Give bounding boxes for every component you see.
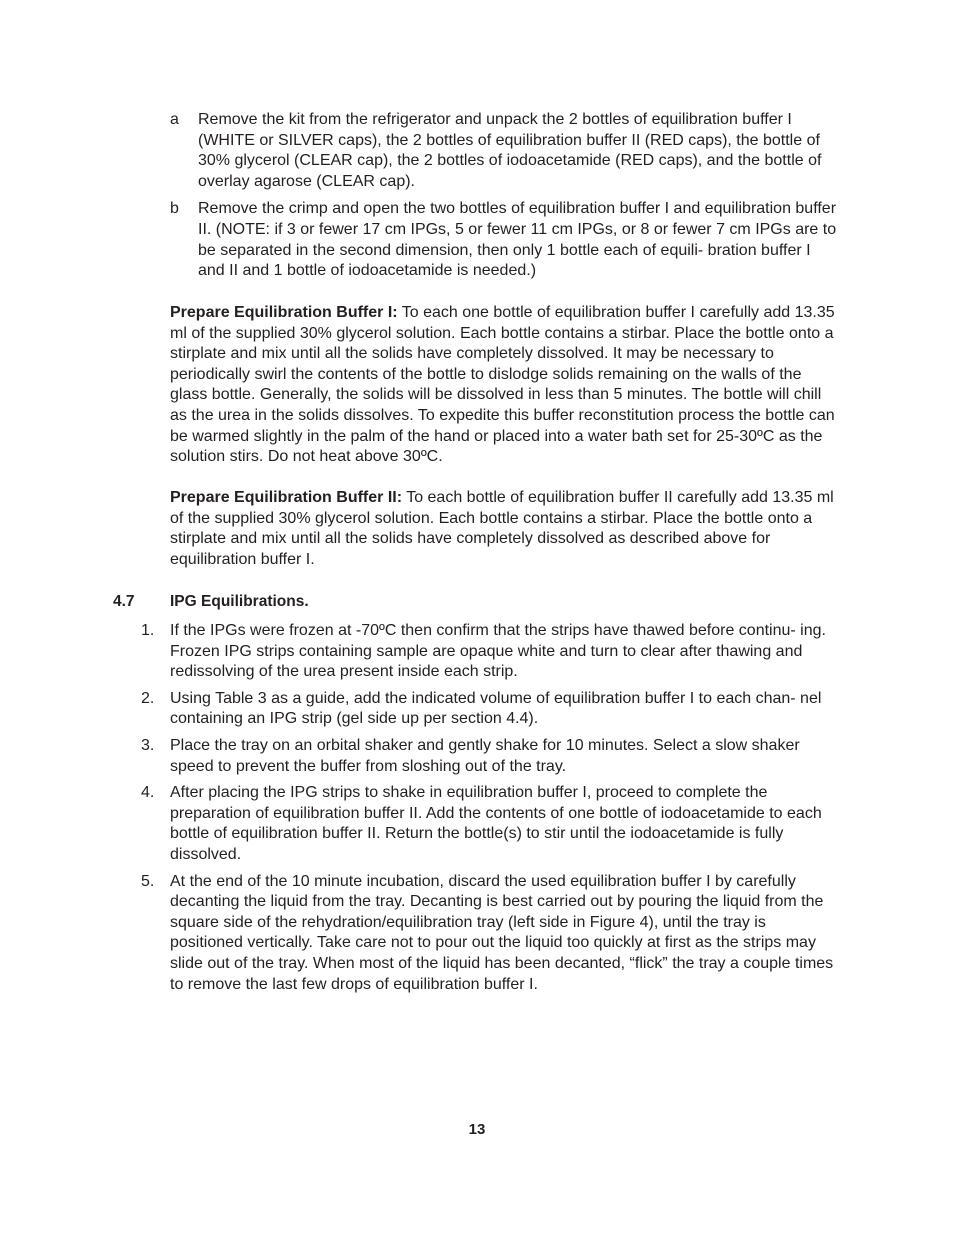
paragraph-lead: Prepare Equilibration Buffer II: (170, 489, 403, 506)
numbered-step (141, 783, 838, 865)
step-text: At the end of the 10 minute incubation, discard the used equilibration buffer I by carefully decanting the liquid from the tray. Decanting is best carried out by pouring the liquid from the square side of the rehydration/equilibration tray (left side in Figure 4), until the tray is positioned vertically. Take care not to pour out the liquid too quickly at first as the strips may slide out of the tray. When most of the liquid has been decanted, “flick” the tray a couple times to remove the last few drops of equilibration buffer I. (170, 872, 834, 993)
step-text: Remove the kit from the refrigerator and unpack the 2 bottles of equilibration buffer I (WHITE or SILVER caps), the 2 bottles of equilibration buffer II (RED caps), the bottle of 30% glycerol (CLEAR cap), the 2 bottles of iodoacetamide (RED caps), and the bottle of overlay agarose (CLEAR cap). (198, 111, 822, 190)
step-marker: b (170, 200, 179, 218)
step-marker: 3. (141, 736, 155, 754)
numbered-step (141, 689, 838, 730)
section-heading (113, 592, 309, 613)
step-text: Remove the crimp and open the two bottles of equilibration buffer I and equilibration buffer II. (NOTE: if 3 or fewer 17 cm IPGs, 5 or fewer 11 cm IPGs, or 8 or fewer 7 cm IPGs are to be separated in the second dimension, then only 1 bottle each of equili- bration buffer I and II and 1 bottle of iodoacetamide is needed.) (198, 200, 837, 280)
section-number: 4.7 (113, 593, 135, 610)
step-text: Place the tray on an orbital shaker and gently shake for 10 minutes. Select a slow shaker speed to prevent the buffer from sloshing out of the tray. (170, 736, 800, 775)
lettered-step-list (170, 110, 838, 282)
page-number: 13 (468, 1121, 486, 1138)
buffer-one-paragraph (170, 303, 840, 468)
step-marker: a (170, 111, 179, 128)
numbered-step-list (141, 621, 838, 995)
paragraph-lead: Prepare Equilibration Buffer I: (170, 304, 398, 321)
numbered-step (141, 621, 838, 683)
section-title: IPG Equilibrations. (170, 593, 309, 610)
lettered-step (170, 199, 838, 281)
step-text: After placing the IPG strips to shake in equilibration buffer I, proceed to complete the preparation of equilibration buffer II. Add the contents of one bottle of iodoacetamide to each bottle of equilibration buffer II. Return the bottle(s) to stir until the iodoacetamide is fully dissolved. (170, 784, 822, 863)
lettered-step (170, 110, 838, 192)
numbered-step (141, 736, 838, 777)
step-text: Using Table 3 as a guide, add the indicated volume of equilibration buffer I to each chan- nel containing an IPG strip (gel side up per section 4.4). (170, 689, 822, 728)
step-marker: 4. (141, 784, 155, 802)
step-marker: 5. (141, 872, 155, 890)
step-marker: 2. (141, 689, 155, 707)
numbered-step (141, 872, 838, 996)
paragraph-body: To each one bottle of equilibration buffer I carefully add 13.35 ml of the supplied 30% glycerol solution. Each bottle contains a stirbar. Place the bottle onto a stirplate and mix until all the solids have completely dissolved. It may be necessary to periodically swirl the contents of the bottle to dislodge solids remaining on the walls of the glass bottle. Generally, the solids will be dissolved in less than 5 minutes. The bottle will chill as the urea in the solids dissolves. To expedite this buffer reconstitution process the bottle can be warmed slightly in the palm of the hand or placed into a water bath set for 25-30ºC as the solution stirs. Do not heat above 30ºC. (170, 304, 835, 466)
step-text: If the IPGs were frozen at -70ºC then confirm that the strips have thawed before continu- ing. Frozen IPG strips containing sample are opaque white and turn to clear after thawing and redissolving of the urea present inside each strip. (170, 622, 826, 681)
buffer-two-paragraph (170, 488, 840, 570)
step-marker: 1. (141, 622, 155, 639)
paragraph-body: To each bottle of equilibration buffer II carefully add 13.35 ml of the supplied 30% glycerol solution. Each bottle contains a stirbar. Place the bottle onto a stirplate and mix until all the solids have completely dissolved as described above for equilibration buffer I. (170, 489, 834, 568)
